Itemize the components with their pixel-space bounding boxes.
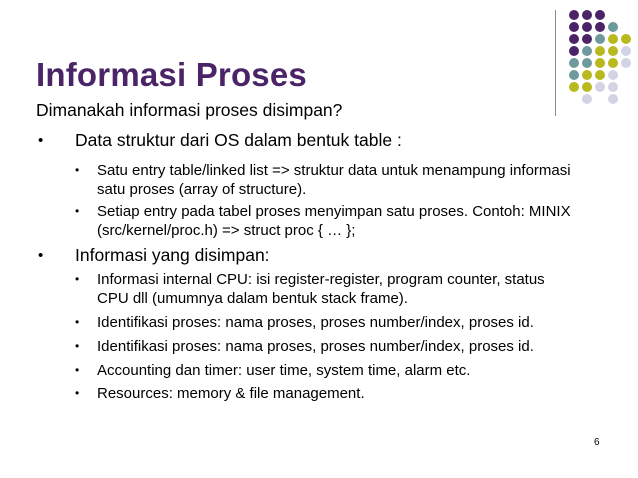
dot-purple [569,46,579,56]
dot-lavender [608,82,618,92]
sub-bullet-icon: • [75,163,80,177]
dot-teal [582,58,592,68]
dot-olive [608,46,618,56]
dot-olive [569,82,579,92]
bullet1-sub1-line2: satu proses (array of structure). [97,181,307,198]
dot-purple [569,22,579,32]
dot-purple [595,22,605,32]
sub-bullet-icon: • [75,386,80,400]
sub-bullet-icon: • [75,339,80,353]
dot-lavender [608,70,618,80]
dot-purple [582,22,592,32]
dot-teal [569,70,579,80]
dot-olive [595,46,605,56]
bullet2-sub3-line1: Identifikasi proses: nama proses, proses number/index, proses id. [97,338,534,355]
dot-teal [582,46,592,56]
dot-lavender [621,58,631,68]
dot-purple [582,10,592,20]
bullet1-text: Data struktur dari OS dalam bentuk table : [75,130,402,150]
dot-lavender [621,46,631,56]
bullet2-sub5-line1: Resources: memory & file management. [97,385,365,402]
dot-olive [595,70,605,80]
dot-purple [595,10,605,20]
dot-purple [582,34,592,44]
page-number: 6 [594,437,600,448]
dot-olive [608,58,618,68]
bullet1-sub1-line1: Satu entry table/linked list => struktur data untuk menampung informasi [97,162,571,179]
dot-olive [582,82,592,92]
bullet2-sub2-line1: Identifikasi proses: nama proses, proses number/index, proses id. [97,314,534,331]
dot-lavender [595,82,605,92]
dot-purple [569,34,579,44]
bullet1-sub2-line2: (src/kernel/proc.h) => struct proc { … }; [97,222,356,239]
bullet-icon: • [38,247,44,264]
dot-teal [608,22,618,32]
intro-text: Dimanakah informasi proses disimpan? [36,100,343,120]
bullet2-sub4-line1: Accounting dan timer: user time, system time, alarm etc. [97,362,471,379]
bullet1-sub2-line1: Setiap entry pada tabel proses menyimpan satu proses. Contoh: MINIX [97,203,571,220]
dot-olive [608,34,618,44]
bullet2-sub1-line2: CPU dll (umumnya dalam bentuk stack frame). [97,290,408,307]
dot-purple [569,10,579,20]
bullet2-text: Informasi yang disimpan: [75,245,270,265]
slide-title: Informasi Proses [36,56,307,93]
bullet2-sub1-line1: Informasi internal CPU: isi register-register, program counter, status [97,271,545,288]
sub-bullet-icon: • [75,272,80,286]
dot-olive [595,58,605,68]
dot-olive [621,34,631,44]
sub-bullet-icon: • [75,315,80,329]
dot-teal [569,58,579,68]
dot-lavender [608,94,618,104]
dot-olive [582,70,592,80]
dot-teal [595,34,605,44]
title-divider-line [555,10,556,116]
dot-lavender [582,94,592,104]
sub-bullet-icon: • [75,363,80,377]
sub-bullet-icon: • [75,204,80,218]
bullet-icon: • [38,132,44,149]
